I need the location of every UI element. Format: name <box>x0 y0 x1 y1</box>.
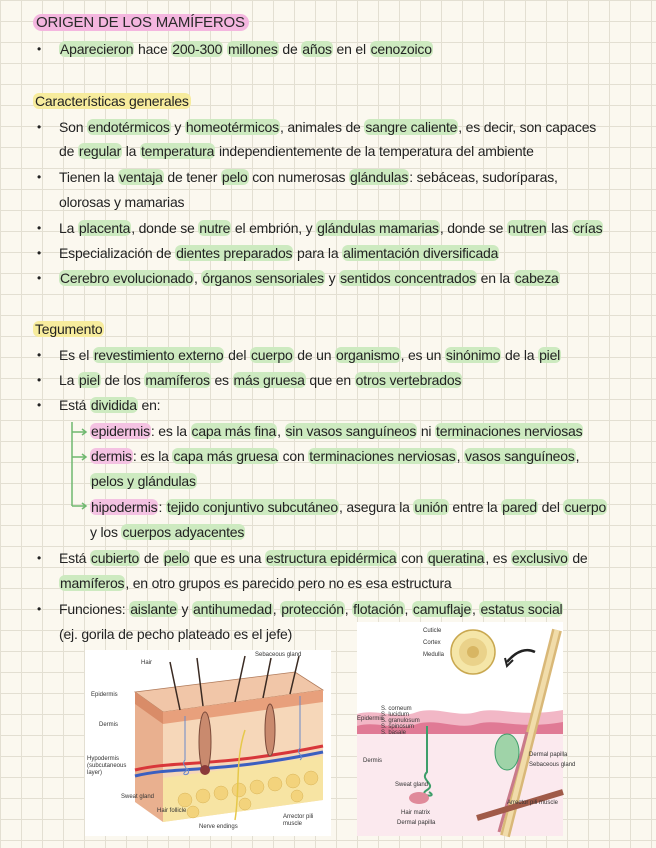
bullet: • <box>37 271 42 285</box>
skin-cross-section-figure <box>85 650 331 836</box>
highlighted-term: años <box>302 41 332 57</box>
text-segment: , animales de <box>279 119 365 135</box>
label-nerve-endings: Nerve endings <box>199 824 238 830</box>
text-segment: de <box>140 550 163 566</box>
label-epidermis: Epidermis <box>91 692 118 698</box>
text-segment: , <box>575 448 580 464</box>
highlighted-term: Aparecieron <box>60 41 134 57</box>
bullet: • <box>37 602 42 616</box>
text-segment: olorosas y mamarias <box>59 194 185 210</box>
highlighted-term: placenta <box>78 220 131 236</box>
text-segment: , donde se <box>131 220 199 236</box>
bullet: • <box>37 398 42 412</box>
highlighted-term: más gruesa <box>233 372 305 388</box>
text-segment: Especialización de <box>59 245 176 261</box>
text-line <box>59 168 558 186</box>
text-segment: y los <box>90 524 122 540</box>
highlighted-term: mamíferos <box>60 575 125 591</box>
highlighted-term: cuerpos adyacentes <box>122 524 245 540</box>
text-segment: Funciones: <box>59 601 130 617</box>
text-segment: con <box>397 550 427 566</box>
highlighted-term: pelos y glándulas <box>91 473 196 489</box>
section-heading-tegumento <box>33 320 104 338</box>
highlighted-term: queratina <box>427 550 485 566</box>
text-segment: de los <box>100 372 145 388</box>
text-segment: , asegura la <box>338 499 414 515</box>
text-segment: Son <box>59 119 87 135</box>
text-line <box>59 142 534 160</box>
text-segment: de <box>568 550 588 566</box>
text-line <box>90 422 583 440</box>
text-line <box>90 523 245 541</box>
text-segment: de la <box>501 347 539 363</box>
bullet: • <box>37 221 42 235</box>
text-segment: , <box>456 448 464 464</box>
highlighted-term: protección <box>281 601 344 617</box>
text-segment: con numerosas <box>248 169 350 185</box>
highlighted-term: temperatura <box>140 143 215 159</box>
label-sebaceous-gland-right: Sebaceous gland <box>529 762 576 768</box>
text-segment: la <box>122 143 140 159</box>
highlighted-term: terminaciones nerviosas <box>309 448 456 464</box>
highlighted-term: estructura epidérmica <box>266 550 397 566</box>
text-segment: Tienen la <box>59 169 118 185</box>
highlighted-term: cabeza <box>514 270 559 286</box>
text-segment: : sebáceas, sudoríparas, <box>409 169 558 185</box>
page-title: ORIGEN DE LOS MAMÍFEROS <box>33 13 249 32</box>
text-segment: y <box>324 270 340 286</box>
highlighted-term: dientes preparados <box>176 245 293 261</box>
text-segment: el embrión, y <box>231 220 317 236</box>
bullet: • <box>37 42 42 56</box>
highlighted-term: 200-300 <box>172 41 223 57</box>
highlighted-term: sinónimo <box>445 347 501 363</box>
highlighted-term: piel <box>539 347 561 363</box>
text-segment: en la <box>476 270 514 286</box>
highlighted-term: homeotérmicos <box>185 119 279 135</box>
highlighted-term: nutren <box>507 220 547 236</box>
text-segment: que en <box>305 372 355 388</box>
tree-connector <box>66 420 90 512</box>
text-segment: , <box>272 601 281 617</box>
label-dermal-papilla-bottom: Dermal papilla <box>397 820 436 826</box>
text-segment: : es la <box>150 423 191 439</box>
highlighted-term: sangre caliente <box>365 119 458 135</box>
text-segment: , <box>193 270 202 286</box>
label-sweat-gland-right: Sweat gland <box>395 782 429 788</box>
text-segment: y <box>170 119 185 135</box>
bullet: • <box>37 170 42 184</box>
highlighted-term: pelo <box>221 169 248 185</box>
highlighted-term: sentidos concentrados <box>340 270 476 286</box>
highlighted-term: Cerebro evolucionado <box>60 270 193 286</box>
label-arrector-pili: Arrector pili muscle <box>283 814 314 827</box>
text-segment: Está <box>59 397 90 413</box>
label-s-basale: S. basale <box>381 730 407 736</box>
text-segment: , <box>344 601 353 617</box>
text-segment: del <box>537 499 564 515</box>
bullet: • <box>37 373 42 387</box>
text-segment: , es decir, son capaces <box>458 119 597 135</box>
text-segment: : es la <box>132 448 173 464</box>
text-line <box>59 625 292 643</box>
label-hair: Hair <box>141 660 153 666</box>
text-segment: ni <box>417 423 436 439</box>
highlighted-term: camuflaje <box>412 601 472 617</box>
text-line <box>59 244 499 262</box>
highlighted-term: piel <box>78 372 100 388</box>
skin-cross-section-illustration <box>85 650 331 836</box>
highlighted-term: terminaciones nerviosas <box>436 423 583 439</box>
label-s-corneum: S. corneum <box>381 706 412 712</box>
label-s-granulosum: S. granulosum <box>381 718 420 724</box>
text-segment: en el <box>332 41 370 57</box>
label-sebaceous-gland: Sebaceous gland <box>255 652 302 658</box>
text-segment: , en otro grupos es parecido pero no es esa estructura <box>125 575 452 591</box>
text-segment: La <box>59 372 78 388</box>
label-sweat-gland: Sweat gland <box>121 794 155 800</box>
highlighted-term: ventaja <box>118 169 163 185</box>
highlighted-term: nutre <box>199 220 231 236</box>
highlighted-term: capa más fina <box>191 423 277 439</box>
highlighted-term: hipodermis <box>91 499 158 515</box>
text-segment: hace <box>134 41 172 57</box>
text-segment: , donde se <box>439 220 507 236</box>
text-segment: es <box>210 372 233 388</box>
text-segment: con <box>278 448 309 464</box>
label-cortex: Cortex <box>423 640 441 646</box>
highlighted-term: exclusivo <box>511 550 568 566</box>
label-dermal-papilla-top: Dermal papilla <box>529 752 568 758</box>
text-segment: de tener <box>163 169 221 185</box>
bullet: • <box>37 551 42 565</box>
highlighted-term: cuerpo <box>564 499 607 515</box>
text-segment: independientemente de la temperatura del ambiente <box>215 143 534 159</box>
text-line <box>59 574 452 592</box>
text-line <box>90 472 197 490</box>
highlighted-term: capa más gruesa <box>173 448 278 464</box>
highlighted-term: pelo <box>163 550 190 566</box>
highlighted-term: millones <box>227 41 278 57</box>
highlighted-term: estatus social <box>480 601 563 617</box>
text-line <box>90 498 607 516</box>
text-line <box>59 118 596 136</box>
text-line <box>59 549 588 567</box>
highlighted-term: endotérmicos <box>88 119 170 135</box>
text-segment: , es <box>485 550 511 566</box>
text-line <box>59 396 160 414</box>
text-line <box>59 193 184 211</box>
label-dermis: Dermis <box>99 722 118 728</box>
highlighted-term: aislante <box>130 601 177 617</box>
highlighted-term: dividida <box>90 397 137 413</box>
highlighted-term: sin vasos sanguíneos <box>285 423 417 439</box>
highlighted-term: Características generales <box>35 93 189 109</box>
label-s-lucidum: S. lucidum <box>381 712 410 718</box>
label-epidermis-right: Epidermis <box>357 716 384 722</box>
highlighted-term: cenozoico <box>370 41 432 57</box>
text-segment: , es un <box>400 347 445 363</box>
highlighted-term: regular <box>78 143 122 159</box>
text-segment: de <box>278 41 302 57</box>
text-line <box>59 269 560 287</box>
text-segment: Es el <box>59 347 93 363</box>
label-arrector-pili-right: Arrector pili muscle <box>507 800 559 806</box>
text-segment: de <box>59 143 78 159</box>
text-segment: , <box>472 601 480 617</box>
highlighted-term: cuerpo <box>250 347 293 363</box>
text-segment: las <box>547 220 573 236</box>
highlighted-term: crías <box>573 220 603 236</box>
text-segment: del <box>224 347 250 363</box>
text-line <box>90 447 579 465</box>
text-line <box>59 371 462 389</box>
highlighted-term: epidermis <box>91 423 150 439</box>
text-segment: y <box>177 601 193 617</box>
bullet: • <box>37 348 42 362</box>
text-line <box>59 219 603 237</box>
highlighted-term: revestimiento externo <box>93 347 224 363</box>
label-hair-matrix: Hair matrix <box>401 810 431 816</box>
text-segment: , <box>404 601 412 617</box>
highlighted-term: glándulas <box>350 169 409 185</box>
label-dermis-right: Dermis <box>363 758 382 764</box>
highlighted-term: órganos sensoriales <box>202 270 324 286</box>
bullet: • <box>37 120 42 134</box>
highlighted-term: pared <box>502 499 537 515</box>
text-segment: en: <box>137 397 161 413</box>
label-cuticle: Cuticle <box>423 628 442 634</box>
highlighted-term: cubierto <box>90 550 140 566</box>
text-line <box>59 346 561 364</box>
highlighted-term: dermis <box>91 448 132 464</box>
text-segment: La <box>59 220 78 236</box>
text-segment: entre la <box>448 499 502 515</box>
text-segment: Está <box>59 550 90 566</box>
text-segment: : <box>158 499 166 515</box>
highlighted-term: flotación <box>353 601 404 617</box>
label-hair-follicle: Hair follicle <box>157 808 187 814</box>
section-heading-caracteristicas <box>33 92 191 110</box>
highlighted-term: tejido conjuntivo subcutáneo <box>166 499 338 515</box>
label-s-spinosum: S. spinosum <box>381 724 415 730</box>
highlighted-term: alimentación diversificada <box>343 245 499 261</box>
highlighted-term: Tegumento <box>35 321 103 337</box>
text-line <box>59 600 563 618</box>
highlighted-term: unión <box>414 499 448 515</box>
text-segment: de un <box>293 347 335 363</box>
highlighted-term: vasos sanguíneos <box>464 448 575 464</box>
text-segment: para la <box>293 245 343 261</box>
text-line <box>59 40 433 58</box>
highlighted-term: glándulas mamarias <box>317 220 439 236</box>
text-segment: que es una <box>190 550 266 566</box>
highlighted-term: organismo <box>335 347 400 363</box>
highlighted-term: mamíferos <box>145 372 210 388</box>
highlighted-term: otros vertebrados <box>355 372 462 388</box>
label-hypodermis: Hypodermis (subcutaneous layer) <box>87 756 127 776</box>
label-medulla: Medulla <box>423 652 445 658</box>
text-segment: (ej. gorila de pecho plateado es el jefe) <box>59 626 293 642</box>
hair-structure-figure <box>357 622 576 836</box>
text-segment: , <box>277 423 285 439</box>
bullet: • <box>37 246 42 260</box>
highlighted-term: antihumedad <box>193 601 272 617</box>
